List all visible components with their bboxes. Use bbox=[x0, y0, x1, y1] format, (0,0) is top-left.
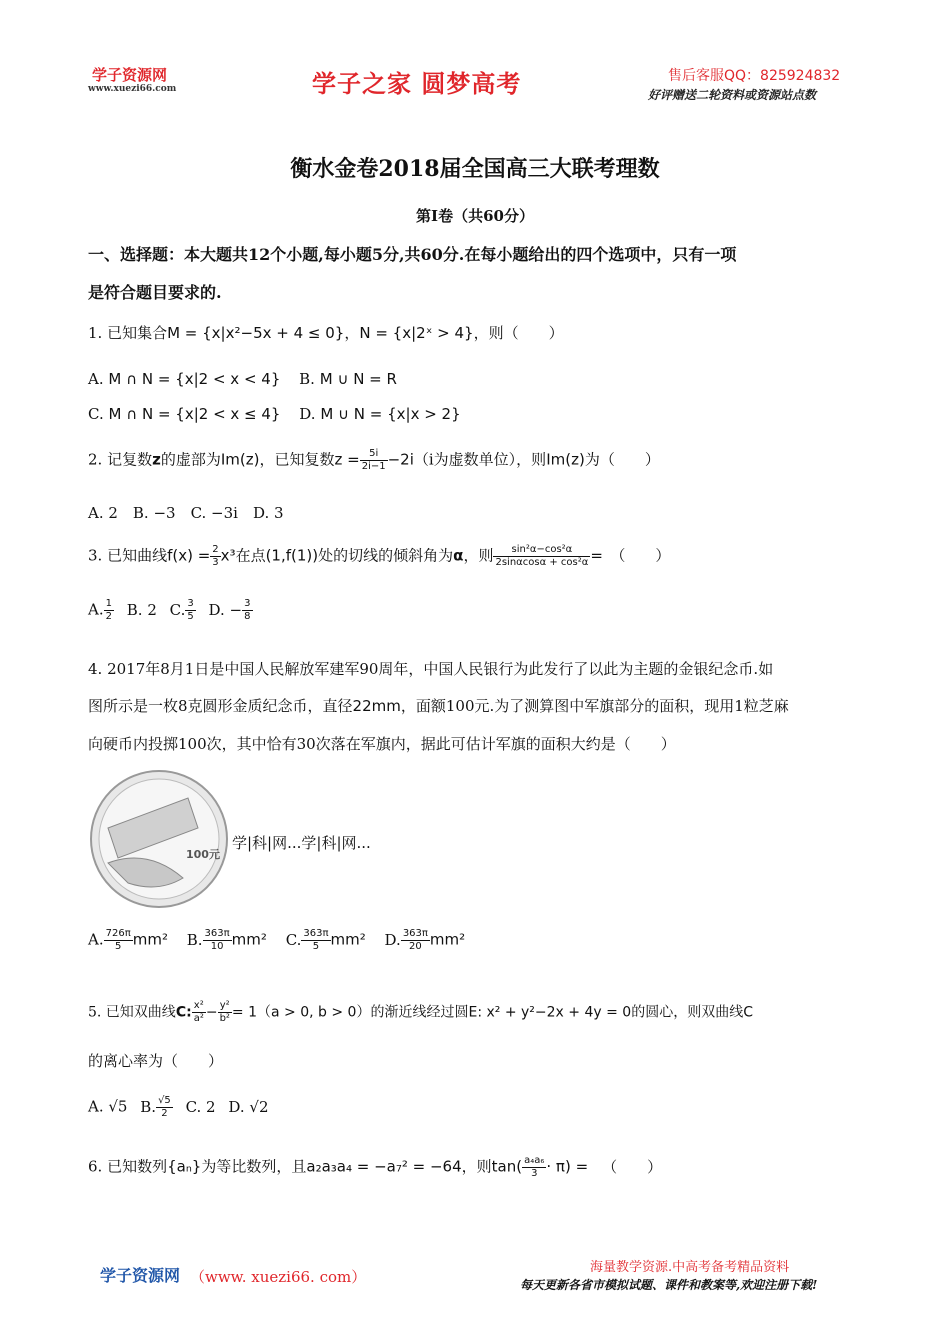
q5-mid: 的渐近线经过圆 bbox=[370, 1004, 469, 1021]
q1-a-label: A. bbox=[88, 370, 104, 388]
q6-fraction-num: a₄a₆ bbox=[524, 1155, 545, 1166]
q4-c-den: 5 bbox=[312, 941, 320, 952]
q3-coef-den: 3 bbox=[212, 557, 219, 568]
q2-im: Im(z) bbox=[220, 450, 260, 469]
q4-option-c bbox=[301, 928, 330, 953]
q1-option-b: M ∪ N = R bbox=[319, 370, 397, 388]
q5-option-c: C. 2 bbox=[185, 1097, 216, 1116]
q5-options bbox=[88, 1095, 269, 1120]
q2-zeq: z = bbox=[334, 450, 360, 469]
q3-stem bbox=[88, 544, 670, 569]
q5-mid2: 的圆心，则双曲线 bbox=[631, 1004, 744, 1021]
q2-mid1: 的虚部为 bbox=[160, 450, 221, 469]
q3-a-den: 2 bbox=[105, 611, 112, 622]
q2-fraction-num: 5i bbox=[360, 448, 388, 461]
q4-diameter: 22mm bbox=[352, 697, 401, 715]
q5-circle-e: E: x² + y²−2x + 4y = 0 bbox=[468, 1004, 632, 1021]
q4-d-label: D. bbox=[384, 930, 401, 949]
q1-options-cd bbox=[88, 405, 461, 423]
q3-d-label: D. − bbox=[208, 600, 243, 619]
q4-d-unit: mm² bbox=[429, 930, 466, 949]
q3-a-num: 1 bbox=[105, 598, 112, 609]
q3-option-a bbox=[104, 598, 114, 623]
q5-b-label: B. bbox=[140, 1097, 157, 1116]
q5-b-num: √5 bbox=[158, 1095, 171, 1106]
q6-prefix: 6. 已知数列 bbox=[88, 1157, 168, 1176]
q1-options-ab bbox=[88, 370, 397, 388]
q3-fraction bbox=[493, 544, 590, 569]
exam-subtitle: 第Ⅰ卷（共60分） bbox=[416, 207, 534, 225]
q4-a-den: 5 bbox=[114, 941, 122, 952]
q5-y-num: y² bbox=[218, 1000, 232, 1013]
q3-fraction-den: 2sinαcosα + cos²α bbox=[495, 557, 589, 568]
q1-option-a: M ∩ N = {x|2 < x < 4} bbox=[108, 370, 281, 388]
q4-d-num: 363π bbox=[402, 928, 428, 939]
q5-frac-y bbox=[218, 1000, 232, 1025]
q2-fraction-den: 2i−1 bbox=[361, 461, 386, 472]
q2-prefix: 2. 记复数 bbox=[88, 450, 153, 469]
q4-b-den: 10 bbox=[210, 941, 224, 952]
q5-minus: − bbox=[205, 1004, 218, 1021]
q5-b-den: 2 bbox=[161, 1108, 168, 1119]
q4-c-label: C. bbox=[285, 930, 302, 949]
q6-tail: · π) = bbox=[546, 1157, 589, 1176]
q4-d-den: 20 bbox=[409, 941, 422, 952]
q2-mid3: （i为虚数单位），则 bbox=[413, 450, 547, 469]
q4-c-unit: mm² bbox=[330, 930, 366, 949]
q6-tan: tan( bbox=[491, 1157, 523, 1176]
q4-a-unit: mm² bbox=[132, 930, 168, 949]
q5-option-b bbox=[156, 1095, 173, 1120]
q4-option-b bbox=[203, 928, 232, 953]
q5-stem bbox=[88, 1000, 753, 1025]
q5-prefix: 5. 已知双曲线 bbox=[88, 1004, 176, 1021]
q2-im2: Im(z) bbox=[546, 450, 585, 469]
site-logo: 学子资源网 bbox=[92, 66, 168, 84]
q6-stem bbox=[88, 1155, 662, 1180]
footer-tagline: 海量教学资源.中高考备考精品资料 bbox=[590, 1260, 790, 1275]
q3-prefix: 3. 已知曲线 bbox=[88, 546, 168, 565]
q5-y-den: b² bbox=[219, 1013, 230, 1024]
q2-z: z bbox=[152, 450, 161, 469]
q3-mid3: ，则 bbox=[463, 546, 494, 565]
q2-tail: −2i bbox=[387, 450, 414, 469]
q3-c-num: 3 bbox=[187, 598, 194, 609]
footer-url[interactable]: （www. xuezi66. com） bbox=[190, 1268, 367, 1286]
q2-fraction bbox=[360, 448, 388, 473]
q3-option-c bbox=[185, 598, 195, 623]
q3-point: (1,f(1)) bbox=[265, 546, 319, 565]
q3-mid2: 处的切线的倾斜角为 bbox=[318, 546, 454, 565]
q4-line2a: 图所示是一枚8克圆形金质纪念币，直径 bbox=[88, 697, 353, 715]
q4-b-unit: mm² bbox=[231, 930, 267, 949]
exam-title: 衡水金卷2018届全国高三大联考理数 bbox=[290, 156, 660, 182]
q1-b-label: B. bbox=[299, 370, 315, 388]
q5-eq1: = 1 bbox=[231, 1004, 258, 1021]
q6-equation: a₂a₃a₄ = −a₇² = −64 bbox=[306, 1157, 462, 1176]
q1-set-n: N = {x|2ˣ > 4} bbox=[359, 324, 474, 342]
q5-option-a: A. √5 bbox=[88, 1097, 128, 1116]
q4-line2 bbox=[88, 695, 789, 716]
q3-suffix: = （ ） bbox=[590, 546, 671, 565]
q2-suffix: 为（ ） bbox=[584, 450, 660, 469]
footer-logo: 学子资源网 bbox=[100, 1266, 181, 1285]
q5-c: C: bbox=[175, 1004, 192, 1021]
q4-option-a bbox=[104, 928, 133, 953]
q4-line3: 向硬币内投掷100次，其中恰有30次落在军旗内，据此可估计军旗的面积大约是（ ） bbox=[88, 735, 676, 753]
q5-x-den: a² bbox=[193, 1013, 204, 1024]
q1-comma: ， bbox=[344, 324, 360, 342]
q5-condition: （a > 0, b > 0） bbox=[257, 1004, 371, 1021]
q4-line1: 4. 2017年8月1日是中国人民解放军建军90周年，中国人民银行为此发行了以此为主题的金银纪念币.如 bbox=[88, 660, 774, 678]
q3-d-num: 3 bbox=[244, 598, 251, 609]
q3-a-label: A. bbox=[88, 600, 104, 619]
q4-b-num: 363π bbox=[204, 928, 230, 939]
q3-fx: f(x) = bbox=[167, 546, 211, 565]
q3-options bbox=[88, 598, 253, 623]
coin-value: 100元 bbox=[186, 848, 220, 861]
section-heading-line1: 一、选择题：本大题共12个小题,每小题5分,共60分.在每小题给出的四个选项中，只有一项 bbox=[88, 245, 737, 264]
q3-coef bbox=[210, 544, 220, 569]
q4-line2b: ，面额100元.为了测算图中军旗部分的面积，现用1粒芝麻 bbox=[400, 697, 789, 715]
q6-fraction bbox=[522, 1155, 546, 1180]
q6-fraction-den: 3 bbox=[531, 1168, 538, 1179]
q3-mid1: 在点 bbox=[235, 546, 266, 565]
q2-mid2: ，已知复数 bbox=[259, 450, 335, 469]
q3-fraction-num: sin²α−cos²α bbox=[493, 544, 590, 557]
q1-suffix: ，则（ ） bbox=[473, 324, 564, 342]
service-qq: 售后客服QQ：825924832 bbox=[668, 68, 841, 84]
q2-stem bbox=[88, 448, 660, 473]
q5-option-d: D. √2 bbox=[228, 1097, 269, 1116]
q3-d-den: 8 bbox=[244, 611, 251, 622]
header-note: 好评赠送二轮资料或资源站点数 bbox=[648, 88, 817, 102]
q6-mid: 为等比数列，且 bbox=[201, 1157, 307, 1176]
q3-option-b: B. 2 bbox=[126, 600, 157, 619]
q4-a-num: 726π bbox=[105, 928, 131, 939]
q6-suffix: （ ） bbox=[602, 1157, 663, 1176]
footer-note: 每天更新各省市模拟试题、课件和教案等,欢迎注册下载! bbox=[520, 1278, 818, 1292]
q4-a-label: A. bbox=[88, 930, 104, 949]
q4-option-d bbox=[401, 928, 430, 953]
q5-c2: C bbox=[743, 1004, 753, 1021]
q1-option-d: M ∪ N = {x|x > 2} bbox=[320, 405, 461, 423]
q6-mid2: ，则 bbox=[461, 1157, 492, 1176]
q2-options: A. 2 B. −3 C. −3i D. 3 bbox=[88, 504, 284, 522]
section-heading-line2: 是符合题目要求的. bbox=[88, 283, 222, 302]
q1-stem bbox=[88, 322, 564, 343]
q4-b-label: B. bbox=[186, 930, 203, 949]
q4-c-num: 363π bbox=[303, 928, 329, 939]
q5-x-num: x² bbox=[192, 1000, 206, 1013]
q1-prefix: 1. 已知集合 bbox=[88, 324, 168, 342]
q5-line2: 的离心率为（ ） bbox=[88, 1052, 224, 1070]
header-slogan: 学子之家 圆梦高考 bbox=[312, 70, 522, 98]
q3-alpha: α bbox=[453, 546, 464, 565]
q3-coef-num: 2 bbox=[212, 544, 219, 555]
site-url: www.xuezi66.com bbox=[88, 84, 177, 94]
q3-option-d bbox=[242, 598, 252, 623]
q3-x3: x³ bbox=[220, 546, 236, 565]
q1-set-m: M = {x|x²−5x + 4 ≤ 0} bbox=[167, 324, 345, 342]
q1-d-label: D. bbox=[299, 405, 316, 423]
q3-c-den: 5 bbox=[187, 611, 194, 622]
q4-options bbox=[88, 928, 465, 953]
q5-frac-x bbox=[192, 1000, 206, 1025]
q3-c-label: C. bbox=[169, 600, 186, 619]
coin-image bbox=[88, 768, 230, 910]
q6-sequence: {aₙ} bbox=[167, 1157, 202, 1176]
q1-c-label: C. bbox=[88, 405, 104, 423]
q1-option-c: M ∩ N = {x|2 < x ≤ 4} bbox=[108, 405, 281, 423]
image-watermark: 学|科|网...学|科|网... bbox=[232, 834, 371, 852]
